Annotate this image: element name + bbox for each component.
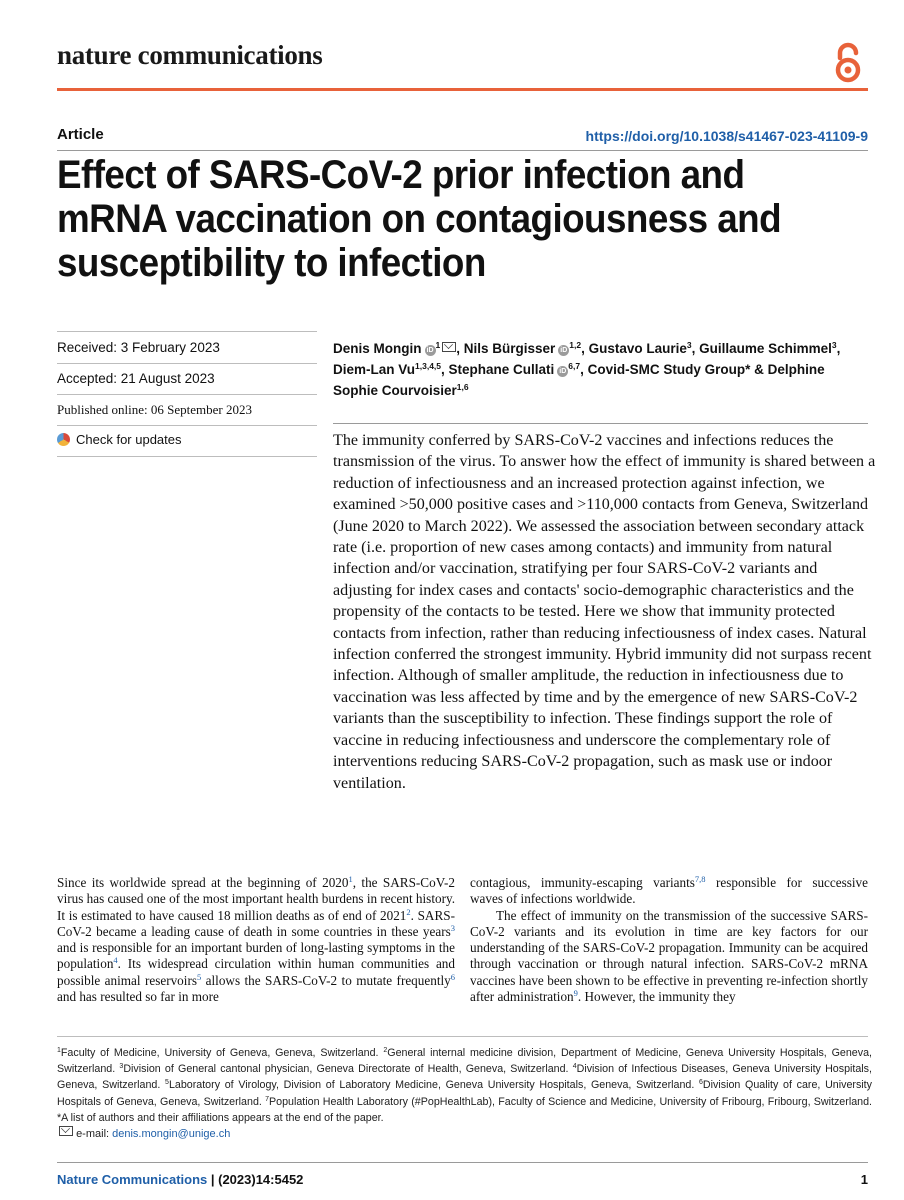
email-label: e-mail: [76,1128,113,1140]
author-list [333,338,873,401]
page-number: 1 [860,1172,868,1187]
meta-divider [57,331,317,332]
correspondence-email [57,1126,230,1140]
paragraph [470,875,868,908]
body-text: . SARS-CoV-2 became a leading cause of death in some countries in these years [57,907,455,939]
meta-divider [57,456,317,457]
affiliation-sup: 1 [435,340,441,350]
reference-link[interactable]: 5 [196,971,202,982]
footer-volume: | (2023)14:5452 [207,1172,304,1187]
affiliation-sup: 6,7 [568,361,581,371]
affiliation-sup: 7 [265,1095,270,1103]
footer-journal-link[interactable]: Nature Communications [57,1172,208,1187]
affiliation-sup: 4 [572,1063,577,1071]
open-access-icon [831,42,865,84]
article-type: Article [57,126,104,143]
abstract: The immunity conferred by SARS-CoV-2 vaccines and infections reduces the transmission of the virus. To answer how the effect of immunity is shared between a reduction of infectiousness and an increased protection against infection, we examined >50,000 positive cases and >110,000 contacts from Geneva, Switzerland (June 2020 to March 2022). We assessed the association between secondary attack rate (i.e. proportion of new cases among contacts) and immunity from natural infection and/or vaccination, stratifying per four SARS-CoV-2 variants and adjusting for index cases and contacts' socio-demographic characteristics and the propensity of the contacts to be tested. Here we show that immunity protected contacts from infection, rather than reducing infectiousness of index cases. Natural infection conferred the strongest immunity. Hybrid immunity did not surpass recent infection. Although of smaller amplitude, the reduction in infectiousness due to vaccination was less affected by time and by the emergence of new SARS-CoV-2 variants than the susceptibility to infection. These findings support the role of vaccine in reducing infectiousness and underscore the complementary role of interventions reducing SARS-CoV-2 propagation, such as mask use or indoor ventilation. [333,432,876,792]
doi-link[interactable]: https://doi.org/10.1038/s41467-023-41109-9 [585,128,868,144]
affiliation-sup: 1,6 [456,382,469,392]
email-link[interactable]: denis.mongin@unige.ch [112,1128,231,1140]
email-icon[interactable] [442,342,456,352]
header-rule [57,88,868,91]
title-rule [57,150,868,151]
affiliation-sup: 3 [119,1063,124,1071]
reference-link[interactable]: 9 [573,988,578,999]
body-text: contagious, immunity-escaping variants [470,875,695,890]
orcid-icon[interactable]: iD [559,368,567,375]
reference-link[interactable]: 1 [348,874,353,884]
body-text: . However, the immunity they [577,989,736,1005]
affiliation-text: Laboratory of Virology, Division of Laboratory Medicine, Geneva University Hospitals, Geneva, Switzerland. [168,1079,700,1092]
footer-citation [57,1172,303,1187]
body-text: , the SARS-CoV-2 virus has caused one of the most important health burdens in recent history. It is estimated to have caused 18 million deaths as of end of 2021 [57,875,455,923]
received-date: Received: 3 February 2023 [57,340,220,355]
meta-divider [57,363,317,364]
accepted-date: Accepted: 21 August 2023 [57,371,215,386]
footnote-rule [57,1036,868,1037]
body-text: . Its widespread circulation within human communities and possible animal reservoirs [57,956,455,988]
article-title: Effect of SARS-CoV-2 prior infection and mRNA vaccination on contagiousness and susceptibility to infection [57,153,782,285]
published-date: Published online: 06 September 2023 [57,402,252,417]
author-name[interactable]: Denis Mongin [333,341,422,356]
body-column-right [470,875,868,1005]
check-updates-label: Check for updates [76,432,182,447]
body-text: and is responsible for an important burden of long-lasting symptoms in the population [57,940,455,972]
affiliation-text: Population Health Laboratory (#PopHealthLab), Faculty of Science and Medicine, University of Fribourg, Fribourg, Switzerland. *A list of authors and their affiliations appears at the end of the paper. [57,1095,872,1124]
affiliation-text: Faculty of Medicine, University of Geneva, Geneva, Switzerland. [60,1047,384,1059]
journal-name: nature communications [57,40,323,70]
affiliation-sup: 5 [165,1079,169,1087]
author-name[interactable]: , Diem-Lan Vu [333,341,841,377]
reference-link[interactable]: 7,8 [694,874,706,884]
body-column-left [57,875,455,1005]
affiliation-sup: 1 [57,1047,61,1054]
footer-rule [57,1162,868,1163]
affiliation-sup: 2 [383,1047,388,1054]
affiliations [57,1045,872,1126]
reference-link[interactable]: 3 [450,922,455,933]
affiliation-sup: 3 [686,340,692,350]
affiliation-text: General internal medicine division, Department of Medicine, Geneva University Hospitals, Geneva, Switzerland. [57,1047,872,1076]
email-icon [59,1126,73,1136]
check-for-updates-button[interactable] [57,432,182,447]
affiliation-sup: 3 [831,340,837,350]
author-name[interactable]: , Gustavo Laurie [581,341,687,356]
body-text: The effect of immunity on the transmission of the successive SARS-CoV-2 variants and its evolution in time are key factors for our understanding of the SARS-CoV-2 propagation. Immunity can be acquired through vaccination or through natural infection. SARS-CoV-2 mRNA vaccines have been shown to be effective in preventing re-infection shortly after administration [470,907,868,1005]
check-updates-icon [57,433,70,446]
meta-divider [57,394,317,395]
orcid-icon[interactable]: iD [426,347,434,354]
reference-link[interactable]: 4 [113,955,118,966]
author-name[interactable]: , Stephane Cullati [441,362,555,377]
reference-link[interactable]: 6 [450,971,455,982]
affiliation-sup: 6 [699,1079,703,1087]
orcid-icon[interactable]: iD [560,347,568,354]
abstract-rule [333,423,868,424]
affiliation-text: Division of General cantonal physician, Geneva Directorate of Health, Geneva, Switzerland. [123,1063,573,1076]
affiliation-sup: 1,3,4,5 [415,361,442,371]
reference-link[interactable]: 2 [406,906,411,917]
body-text: allows the SARS-CoV-2 to mutate frequently [201,972,451,988]
author-name[interactable]: , Guillaume Schimmel [691,341,832,356]
body-text: and has resulted so far in more [57,989,219,1005]
body-text: responsible for successive waves of infections worldwide. [470,875,868,907]
affiliation-sup: 1,2 [569,340,582,350]
meta-divider [57,425,317,426]
affiliation-text: Division of Infectious Diseases, Geneva University Hospitals, Geneva, Switzerland. [57,1063,872,1092]
affiliation-text: Division Quality of care, University Hospitals of Geneva, Geneva, Switzerland. [57,1079,872,1108]
author-name[interactable]: , Nils Bürgisser [456,341,556,356]
paragraph [470,908,868,1006]
body-text: Since its worldwide spread at the beginning of 2020 [57,875,349,890]
author-name[interactable]: , Covid-SMC Study Group* & Delphine Sophie Courvoisier [333,362,825,398]
